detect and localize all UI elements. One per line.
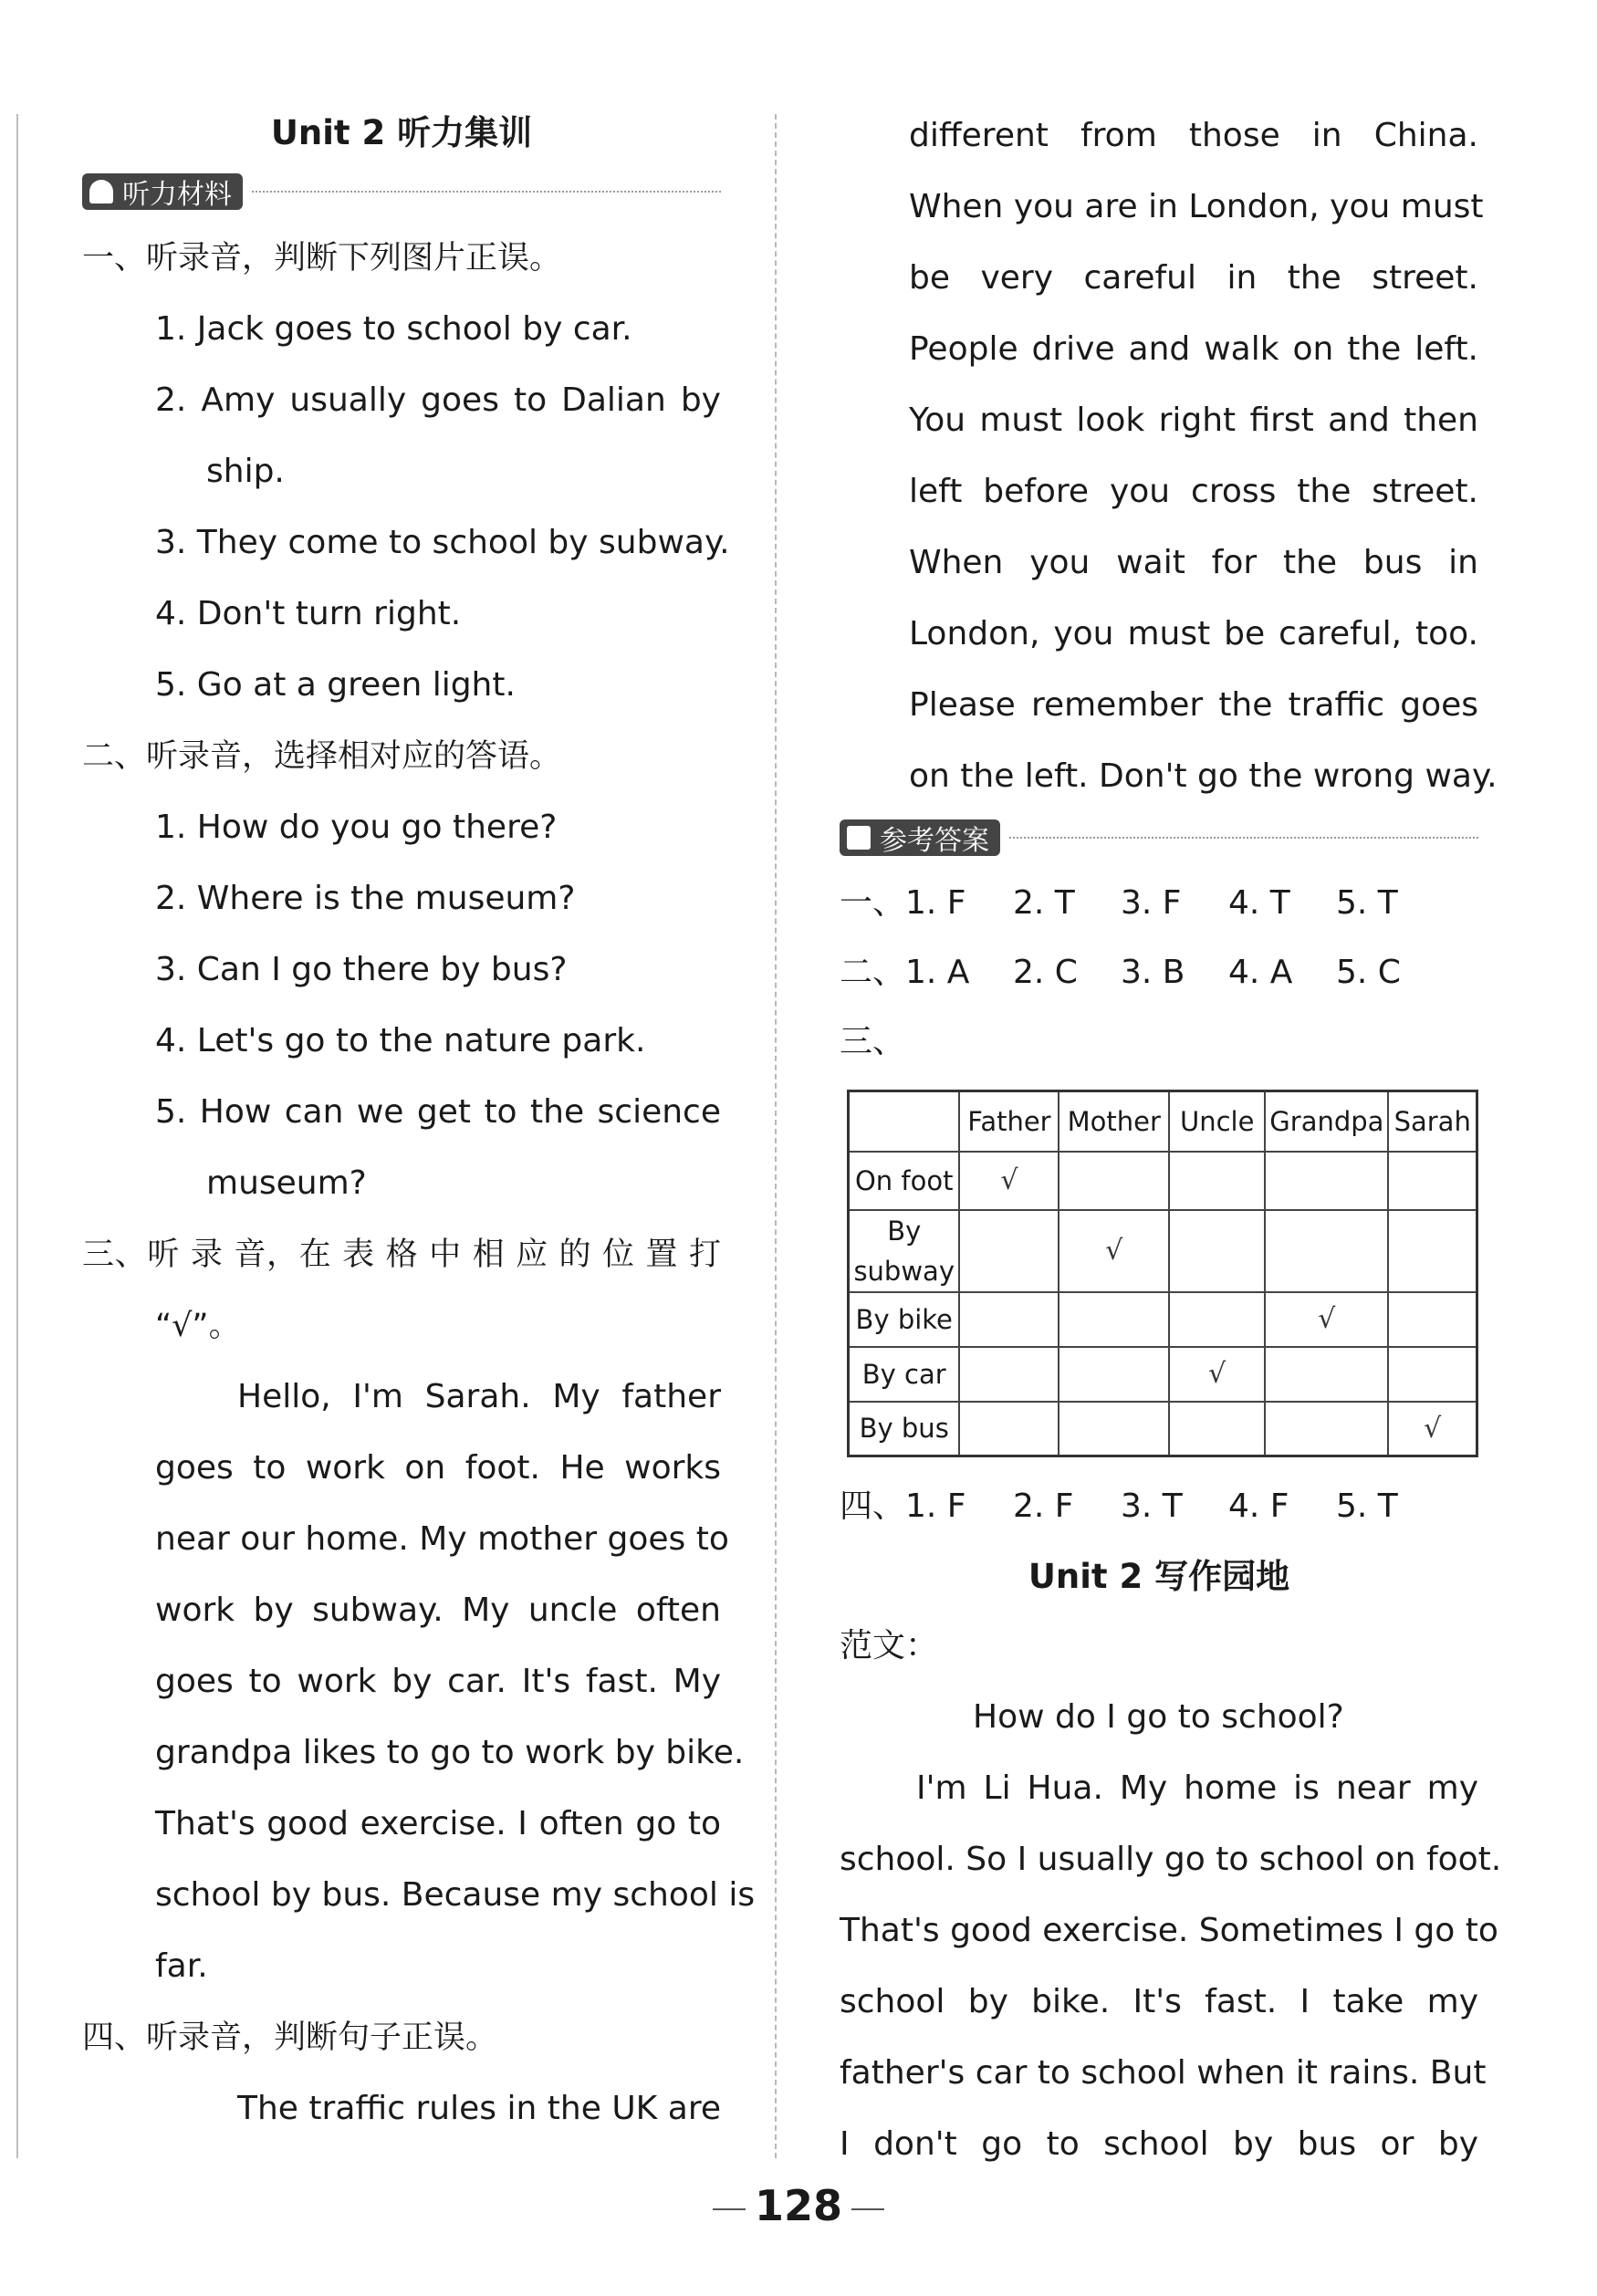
s4-passage-line-10: Please remember the traffic goes	[909, 686, 1478, 724]
s3-passage-line-3: near our home. My mother goes to	[155, 1520, 729, 1558]
headphones-icon	[89, 180, 113, 204]
tick-cell	[1169, 1292, 1265, 1347]
table-header-row	[849, 1091, 1477, 1152]
table-row	[849, 1210, 1477, 1292]
tick-cell: √	[1388, 1402, 1477, 1456]
s4-passage-continued	[840, 100, 1498, 812]
col-header-father: Father	[959, 1091, 1059, 1152]
s1-item-4: 4. Don't turn right.	[155, 595, 462, 632]
s4-passage-line-1: The traffic rules in the UK are	[237, 2090, 721, 2127]
tick-cell	[1169, 1402, 1265, 1456]
tick-cell	[1265, 1152, 1388, 1210]
tick-cell	[959, 1347, 1059, 1402]
s4-passage-line-2: different from those in China.	[909, 117, 1478, 154]
answer-2-2: 2. C	[1013, 954, 1078, 991]
s2-item-5-cont: museum?	[206, 1164, 367, 1202]
section-1-heading: 一、听录音，判断下列图片正误。	[82, 240, 562, 277]
tick-cell	[1169, 1152, 1265, 1210]
answer-4-4: 4. F	[1228, 1487, 1289, 1525]
tick-cell	[1388, 1152, 1477, 1210]
answer-1-5: 5. T	[1336, 884, 1398, 922]
s3-passage-line-5: goes to work by car. It's fast. My	[155, 1663, 721, 1700]
row-label-by-car: By car	[849, 1347, 960, 1402]
section-3-heading-cont: “√”。	[155, 1308, 241, 1344]
section-3-heading: 三、听 录 音，在 表 格 中 相 应 的 位 置 打	[82, 1237, 721, 1273]
answer-key-tag	[840, 819, 1000, 856]
page-number-value: 128	[754, 2181, 843, 2230]
tick-cell: √	[959, 1152, 1059, 1210]
page-number	[0, 2181, 1597, 2230]
col-header-uncle: Uncle	[1169, 1091, 1265, 1152]
essay-line-2: school. So I usually go to school on foot.	[840, 1841, 1502, 1878]
row-label-by-bike: By bike	[849, 1292, 960, 1347]
table-corner-cell	[849, 1091, 960, 1152]
tick-cell	[1388, 1347, 1477, 1402]
s1-item-5: 5. Go at a green light.	[155, 666, 516, 704]
tick-cell	[959, 1292, 1059, 1347]
answer-1-1: 1. F	[905, 884, 966, 922]
answer-2-3: 3. B	[1121, 954, 1185, 991]
essay-line-4: school by bike. It's fast. I take my	[840, 1983, 1478, 2020]
answer-4-2: 2. F	[1013, 1487, 1074, 1525]
answer-1-4: 4. T	[1228, 884, 1290, 922]
answer-key-label: 参考答案	[880, 825, 989, 857]
listening-material-tag-row	[82, 172, 721, 212]
tick-cell	[1388, 1292, 1477, 1347]
answer-2-5: 5. C	[1336, 954, 1401, 991]
col-header-sarah: Sarah	[1388, 1091, 1477, 1152]
section-4-heading: 四、听录音，判断句子正误。	[82, 2019, 498, 2056]
answers-part-4-label: 四、	[840, 1487, 906, 1525]
row-label-by-subway-line-2: subway	[853, 1255, 955, 1287]
essay-title: How do I go to school?	[973, 1698, 1344, 1736]
s4-passage-line-7: left before you cross the street.	[909, 473, 1478, 510]
tick-cell	[1059, 1402, 1169, 1456]
table-row	[849, 1292, 1477, 1347]
tick-cell	[959, 1210, 1059, 1292]
s4-passage-line-6: You must look right first and then	[909, 402, 1478, 439]
transport-answer-table	[847, 1090, 1478, 1457]
row-label-on-foot: On foot	[849, 1152, 960, 1210]
s4-passage-line-8: When you wait for the bus in	[909, 544, 1478, 581]
tick-cell: √	[1059, 1210, 1169, 1292]
tick-cell: √	[1265, 1292, 1388, 1347]
listening-material-tag	[82, 173, 243, 210]
answer-4-5: 5. T	[1336, 1487, 1398, 1525]
s3-passage-line-9: far.	[155, 1947, 208, 1985]
s4-passage-line-11: on the left. Don't go the wrong way.	[909, 757, 1498, 795]
s3-passage-line-2: goes to work on foot. He works	[155, 1449, 721, 1487]
answers-part-1-label: 一、	[840, 884, 906, 922]
answers-part-4	[840, 1472, 1478, 1541]
s2-item-1: 1. How do you go there?	[155, 809, 558, 846]
s4-passage-line-5: People drive and walk on the left.	[909, 330, 1478, 368]
page-margin-line	[16, 114, 18, 2158]
answers-part-1	[840, 869, 1478, 938]
right-column	[840, 100, 1502, 2180]
essay-line-3: That's good exercise. Sometimes I go to	[840, 1912, 1498, 1949]
answer-4-1: 1. F	[905, 1487, 966, 1525]
tick-cell	[1265, 1347, 1388, 1402]
answers-part-2-label: 二、	[840, 954, 906, 991]
tick-cell	[1059, 1347, 1169, 1402]
answer-2-1: 1. A	[905, 954, 970, 991]
model-essay-label: 范文：	[840, 1627, 939, 1665]
table-row	[849, 1152, 1477, 1210]
answers-part-3-label: 三、	[840, 1023, 906, 1060]
essay-line-1: I'm Li Hua. My home is near my	[916, 1769, 1478, 1807]
tick-cell	[1169, 1210, 1265, 1292]
page-number-dash	[713, 2208, 746, 2210]
section-2-heading: 二、听录音，选择相对应的答语。	[82, 738, 562, 775]
row-label-by-subway-line-1: By	[887, 1215, 922, 1247]
col-header-mother: Mother	[1059, 1091, 1169, 1152]
page-number-dash	[851, 2208, 884, 2210]
s4-passage-line-9: London, you must be careful, too.	[909, 615, 1478, 652]
s3-passage-line-7: That's good exercise. I often go to	[155, 1805, 721, 1842]
s3-passage-line-6: grandpa likes to go to work by bike.	[155, 1734, 745, 1771]
s1-item-1: 1. Jack goes to school by car.	[155, 310, 632, 348]
s2-item-4: 4. Let's go to the nature park.	[155, 1022, 646, 1059]
tick-cell	[1059, 1292, 1169, 1347]
listening-material-label: 听力材料	[122, 179, 232, 211]
essay-line-6: I don't go to school by bus or by	[840, 2125, 1478, 2163]
s1-item-2-cont: ship.	[206, 453, 285, 490]
s3-passage-line-4: work by subway. My uncle often	[155, 1592, 721, 1629]
answer-key-tag-row	[840, 818, 1478, 858]
s4-passage-line-4: be very careful in the street.	[909, 259, 1478, 297]
tick-cell	[1388, 1210, 1477, 1292]
row-label-by-bus: By bus	[849, 1402, 960, 1456]
writing-unit-title: Unit 2 写作园地	[1028, 1557, 1290, 1596]
tick-cell	[959, 1402, 1059, 1456]
answer-1-3: 3. F	[1121, 884, 1182, 922]
s1-item-2: 2. Amy usually goes to Dalian by	[155, 381, 721, 419]
s2-item-2: 2. Where is the museum?	[155, 880, 576, 917]
book-icon	[847, 826, 871, 850]
row-label-by-subway	[849, 1210, 960, 1292]
tick-cell	[1059, 1152, 1169, 1210]
s4-passage-line-3: When you are in London, you must	[909, 188, 1484, 225]
dotted-rule	[1009, 837, 1478, 839]
answer-2-4: 4. A	[1228, 954, 1293, 991]
dotted-rule	[252, 191, 721, 193]
essay-line-5: father's car to school when it rains. But	[840, 2054, 1487, 2092]
column-divider	[775, 114, 777, 2158]
tick-cell	[1265, 1402, 1388, 1456]
tick-cell	[1265, 1210, 1388, 1292]
answer-4-3: 3. T	[1121, 1487, 1183, 1525]
col-header-grandpa: Grandpa	[1265, 1091, 1388, 1152]
s2-item-5: 5. How can we get to the science	[155, 1093, 721, 1131]
answer-1-2: 2. T	[1013, 884, 1075, 922]
left-column	[82, 100, 756, 2145]
tick-cell: √	[1169, 1347, 1265, 1402]
s3-passage-line-1: Hello, I'm Sarah. My father	[237, 1378, 721, 1415]
s1-item-3: 3. They come to school by subway.	[155, 524, 730, 561]
s3-passage-line-8: school by bus. Because my school is	[155, 1876, 756, 1914]
table-row	[849, 1347, 1477, 1402]
listening-unit-title: Unit 2 听力集训	[270, 113, 533, 152]
answers-part-2	[840, 938, 1478, 1007]
table-row	[849, 1402, 1477, 1456]
s2-item-3: 3. Can I go there by bus?	[155, 951, 568, 988]
